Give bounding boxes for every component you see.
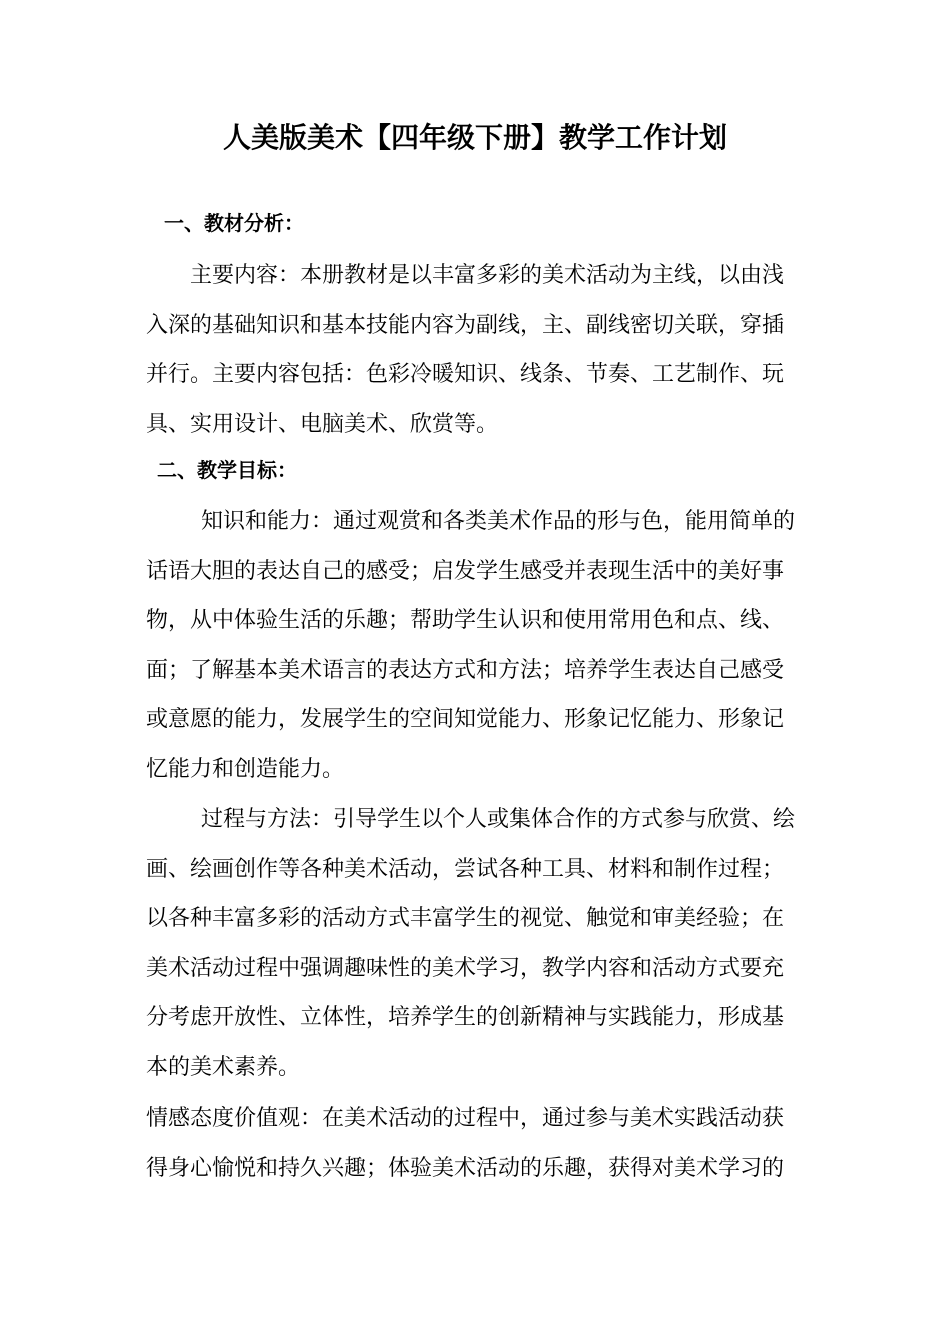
paragraph-process-method bbox=[146, 795, 808, 1092]
paragraph-line: 物，从中体验生活的乐趣；帮助学生认识和使用常用色和点、线、 bbox=[146, 608, 785, 633]
paragraph-line: 知识和能力：通过观赏和各类美术作品的形与色，能用简单的 bbox=[201, 509, 796, 534]
paragraph-line: 画、绘画创作等各种美术活动，尝试各种工具、材料和制作过程； bbox=[146, 856, 785, 882]
paragraph-line: 情感态度价值观：在美术活动的过程中，通过参与美术实践活动获 bbox=[146, 1106, 785, 1131]
paragraph-line: 话语大胆的表达自己的感受；启发学生感受并表现生活中的美好事 bbox=[146, 558, 785, 584]
paragraph-line: 或意愿的能力，发展学生的空间知觉能力、形象记忆能力、形象记 bbox=[146, 707, 785, 732]
paragraph-line: 分考虑开放性、立体性，培养学生的创新精神与实践能力，形成基 bbox=[146, 1005, 785, 1030]
paragraph-line: 忆能力和创造能力。 bbox=[146, 756, 345, 782]
paragraph-line: 面；了解基本美术语言的表达方式和方法；培养学生表达自己感受 bbox=[146, 657, 785, 683]
paragraph-main-content bbox=[146, 251, 808, 449]
paragraph-line: 得身心愉悦和持久兴趣；体验美术活动的乐趣，获得对美术学习的 bbox=[146, 1155, 785, 1181]
paragraph-knowledge-ability bbox=[146, 497, 808, 794]
document-title: 人美版美术【四年级下册】教学工作计划 bbox=[222, 121, 727, 154]
paragraph-emotion-values bbox=[146, 1094, 808, 1193]
section-heading-textbook-analysis: 一、教材分析： bbox=[164, 211, 304, 235]
paragraph-line: 具、实用设计、电脑美术、欣赏等。 bbox=[146, 411, 499, 437]
paragraph-line: 并行。主要内容包括：色彩冷暖知识、线条、节奏、工艺制作、玩 bbox=[146, 362, 785, 387]
paragraph-line: 美术活动过程中强调趣味性的美术学习，教学内容和活动方式要充 bbox=[146, 955, 785, 981]
paragraph-line: 主要内容：本册教材是以丰富多彩的美术活动为主线，以由浅 bbox=[190, 263, 785, 288]
paragraph-line: 以各种丰富多彩的活动方式丰富学生的视觉、触觉和审美经验；在 bbox=[146, 906, 785, 931]
paragraph-line: 本的美术素养。 bbox=[146, 1054, 301, 1080]
paragraph-line: 过程与方法：引导学生以个人或集体合作的方式参与欣赏、绘 bbox=[201, 807, 796, 832]
section-heading-teaching-goals: 二、教学目标： bbox=[157, 458, 297, 482]
paragraph-line: 入深的基础知识和基本技能内容为副线，主、副线密切关联，穿插 bbox=[146, 312, 785, 338]
